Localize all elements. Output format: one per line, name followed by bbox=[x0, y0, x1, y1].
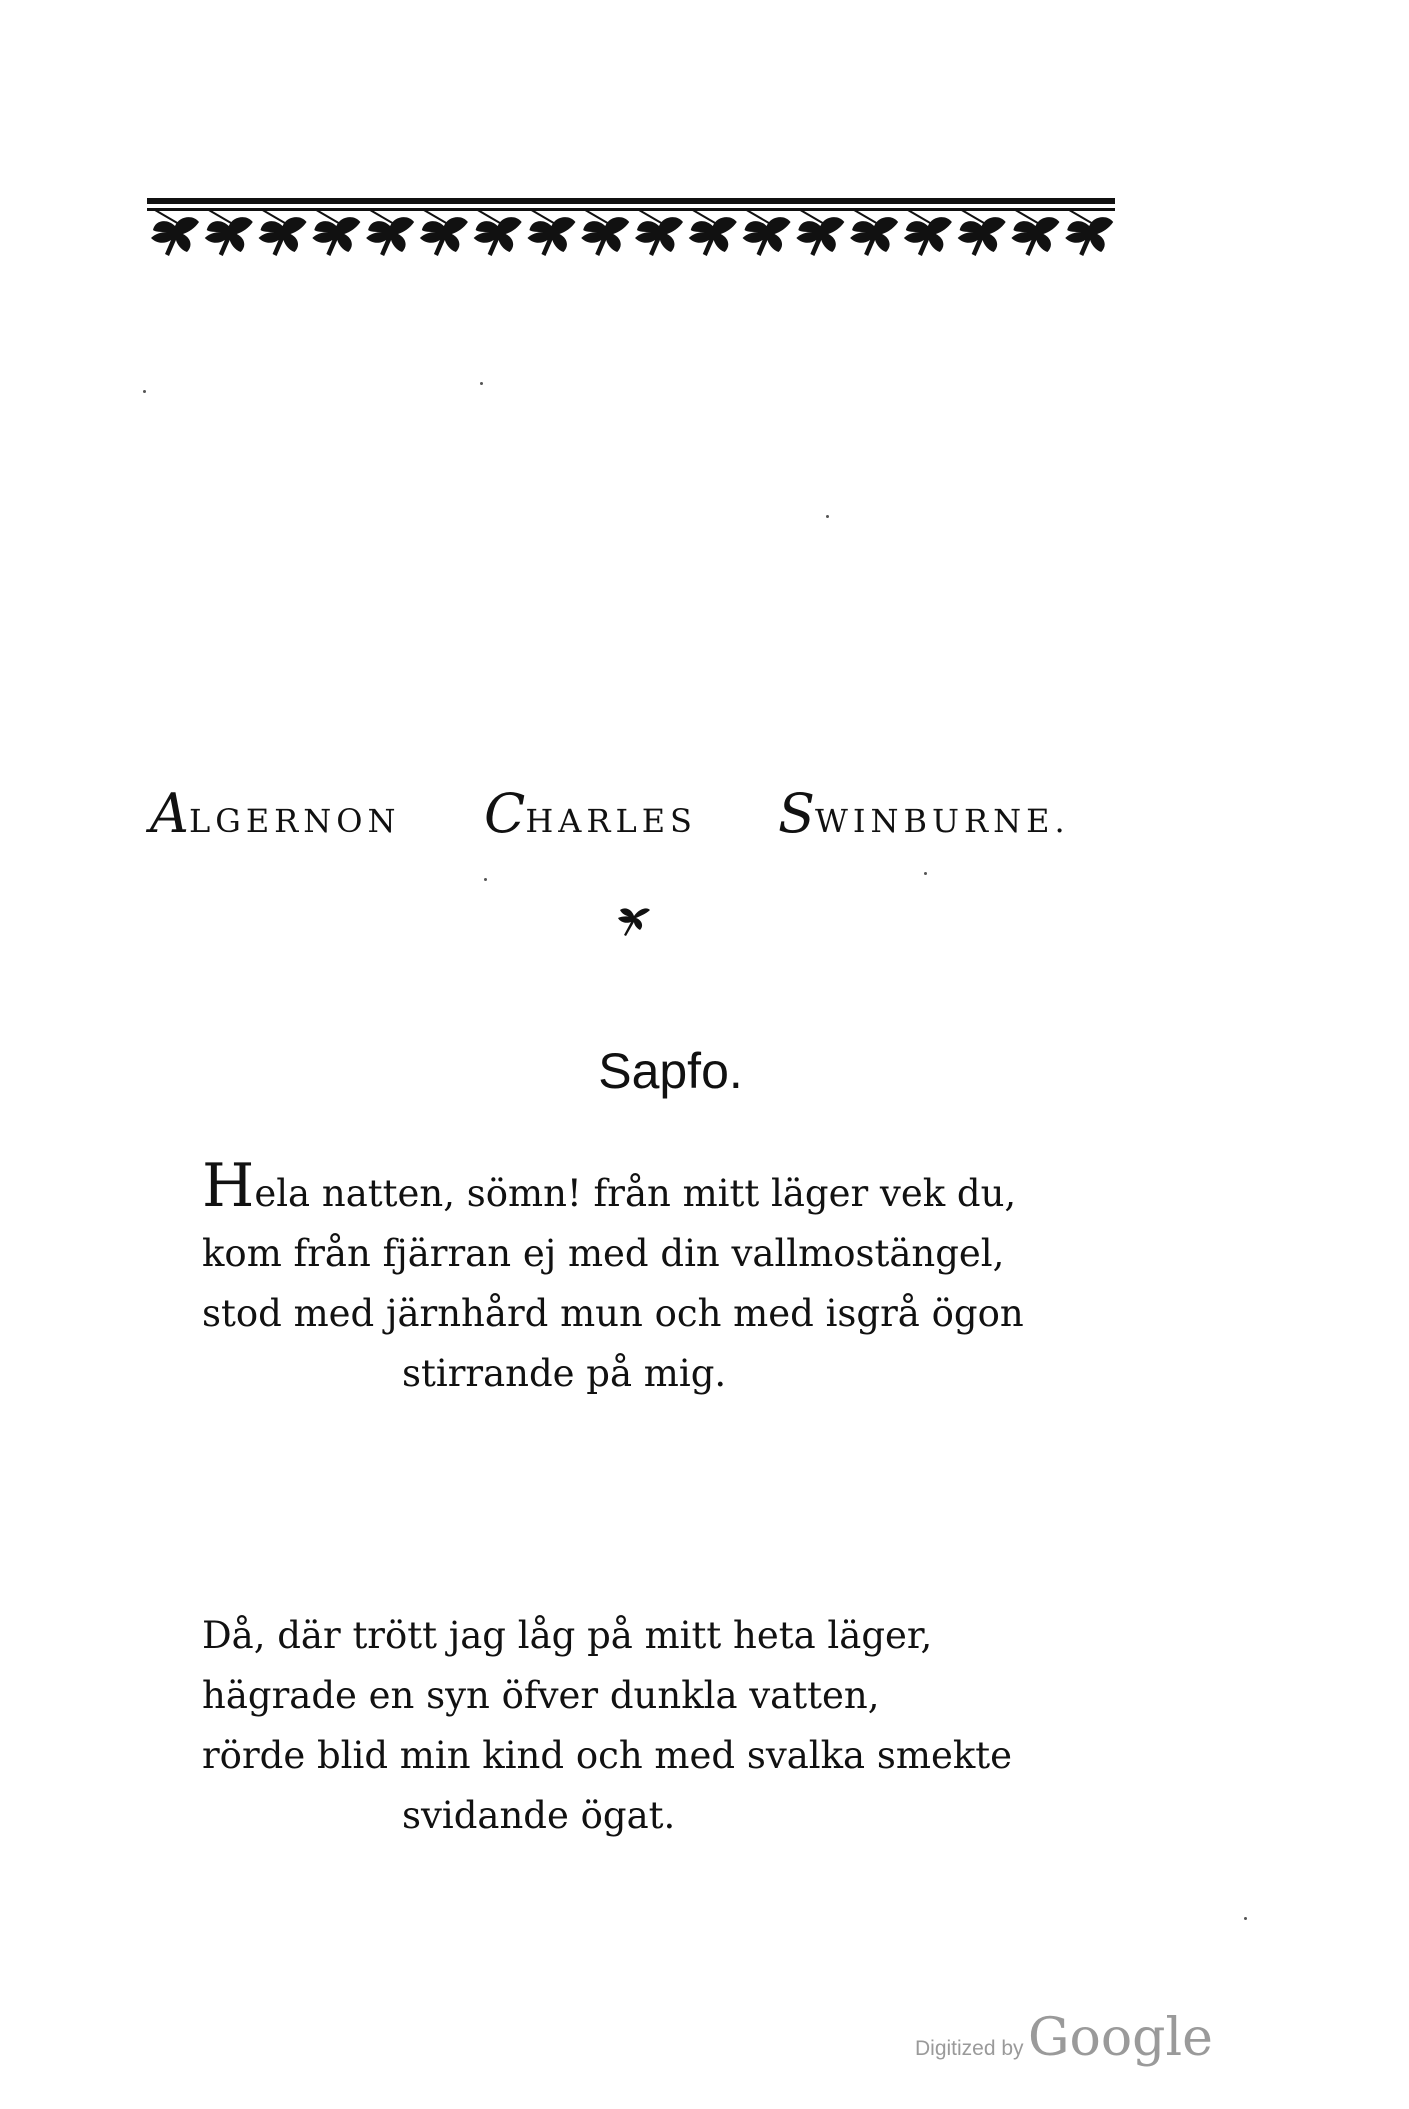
ivy-leaf-icon bbox=[205, 210, 253, 256]
author-middle-initial: C bbox=[484, 782, 526, 845]
ivy-leaf-icon bbox=[151, 210, 199, 256]
ivy-leaf-icon bbox=[616, 904, 652, 938]
stanza-1-line-3: stod med järnhård mun och med isgrå ögon bbox=[202, 1292, 1024, 1335]
ivy-leaf-icon bbox=[958, 210, 1006, 256]
digitized-label: Digitized by bbox=[915, 2037, 1024, 2060]
author-first-rest: LGERNON bbox=[189, 802, 401, 840]
stanza-1-line-1-text: ela natten, sömn! från mitt läger vek du, bbox=[254, 1172, 1017, 1215]
stanza-1-line-2: kom från fjärran ej med din vallmostängel, bbox=[202, 1232, 1005, 1275]
author-middle-rest: HARLES bbox=[525, 802, 697, 840]
ivy-leaf-row bbox=[147, 206, 1115, 270]
ivy-leaf-icon bbox=[796, 210, 844, 256]
ivy-leaf-icon bbox=[743, 210, 791, 256]
poem-title-text: Sapfo. bbox=[598, 1043, 743, 1099]
ivy-leaf-icon bbox=[581, 210, 629, 256]
stanza-2-line-4: svidande ögat. bbox=[402, 1794, 676, 1837]
speck bbox=[484, 878, 487, 881]
speck bbox=[1244, 1917, 1247, 1920]
ivy-leaf-icon bbox=[366, 210, 414, 256]
ivy-leaf-icon bbox=[635, 210, 683, 256]
stanza-2 bbox=[202, 1606, 1012, 1846]
author-last-initial: S bbox=[778, 782, 815, 845]
stanza-2-line-3: rörde blid min kind och med svalka smekte bbox=[202, 1734, 1013, 1777]
stanza-2-line-2: hägrade en syn öfver dunkla vatten, bbox=[202, 1674, 880, 1717]
author-middle-name bbox=[484, 782, 697, 845]
ornament-rule-top bbox=[147, 198, 1115, 204]
stanza-2-line-1: Då, där trött jag låg på mitt heta läger, bbox=[202, 1614, 933, 1657]
drop-cap: H bbox=[202, 1151, 255, 1221]
speck bbox=[826, 515, 829, 518]
ivy-leaf-border-icon bbox=[147, 198, 1115, 270]
speck bbox=[143, 390, 146, 393]
ivy-leaf-icon bbox=[904, 210, 952, 256]
digitized-by-watermark bbox=[915, 2008, 1213, 2068]
stanza-1-line-1 bbox=[202, 1151, 1024, 1224]
author-last-name bbox=[778, 782, 1070, 845]
ivy-leaf-icon bbox=[527, 210, 575, 256]
ivy-leaf-icon bbox=[1011, 210, 1059, 256]
ivy-leaf-icon bbox=[1065, 210, 1113, 256]
author-heading bbox=[0, 770, 1409, 860]
author-first-name bbox=[150, 782, 401, 845]
author-first-initial: A bbox=[150, 782, 189, 845]
poem-title bbox=[0, 1042, 1409, 1100]
stanza-1 bbox=[202, 1151, 1024, 1404]
ivy-leaf-icon bbox=[420, 210, 468, 256]
ivy-leaf-icon bbox=[259, 210, 307, 256]
author-last-rest: WINBURNE. bbox=[815, 802, 1070, 840]
ivy-leaf-icon bbox=[474, 210, 522, 256]
stanza-1-line-4: stirrande på mig. bbox=[402, 1352, 727, 1395]
speck bbox=[924, 872, 927, 875]
speck bbox=[480, 382, 483, 385]
ivy-leaf-icon bbox=[689, 210, 737, 256]
ivy-leaf-icon bbox=[312, 210, 360, 256]
google-logo: Google bbox=[1028, 2008, 1213, 2068]
ivy-leaf-icon bbox=[850, 210, 898, 256]
